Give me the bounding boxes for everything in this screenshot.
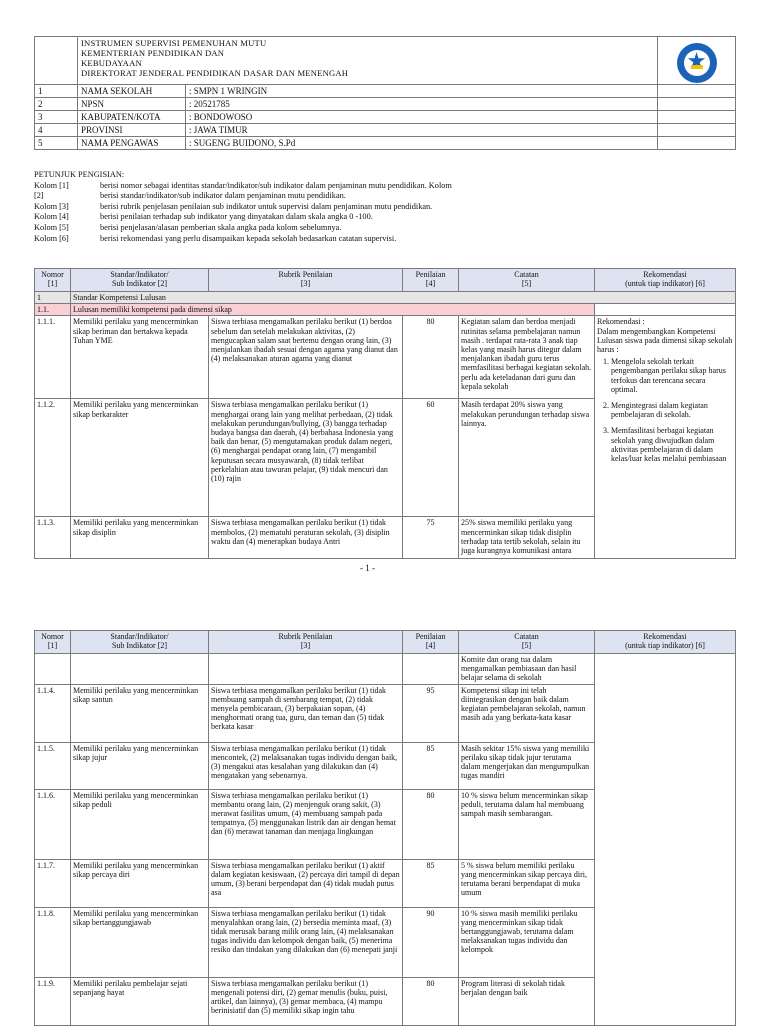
- section-row-indicator: 1.1. Lulusan memiliki kompetensi pada dimensi sikap: [35, 304, 736, 316]
- logo-cell: [658, 37, 736, 85]
- identity-row-regency: 3 KABUPATEN/KOTA : BONDOWOSO: [35, 111, 736, 124]
- col-header-score: Penilaian [4]: [403, 631, 459, 654]
- col-header-indicator: Standar/Indikator/ Sub Indikator [2]: [71, 269, 209, 292]
- col-header-recommendation: Rekomendasi (untuk tiap indikator) [6]: [595, 631, 736, 654]
- instruction-item: Kolom [1] berisi nomor sebagai identitas standar/indikator/sub indikator dalam penjaminan mutu pendidikan. Kolom: [34, 180, 452, 190]
- table-row: 1.1.8. Memiliki perilaku yang mencerminkan sikap bertanggungjawab Siswa terbiasa mengamalkan perilaku berikut (1) tidak menyalahkan orang lain, (2) bersedia meminta maaf, (3) tidak merusak barang milik orang lain, (4) melaksanakan tugas individu dan kelompok dengan baik, (5) menerima resiko dan tindakan yang dilakukan dan (6) menepati janji 90 10 % siswa masih memiliki perilaku yang mencerminkan sikap tidak bertanggungjawab, terutama dalam melaksanakan tugas individu dan kelompok: [35, 907, 736, 977]
- col-header-note: Catatan [5]: [459, 269, 595, 292]
- supervision-table-page-1: [34, 268, 736, 559]
- table-row: 1.1.6. Memiliki perilaku yang mencerminkan sikap peduli Siswa terbiasa mengamalkan perilaku berikut (1) membantu orang lain, (2) menjenguk orang sakit, (3) merawat fasilitas umum, (4) membuang sampah pada tempatnya, (5) menggunakan listrik dan air dengan hemat dan (6) merawat tanaman dan menjaga lingkungan 80 10 % siswa belum mencerminkan sikap peduli, terutama dalam hal membuang sampah masih sembarangan.: [35, 789, 736, 859]
- col-header-rubric: Rubrik Penilaian [3]: [209, 269, 403, 292]
- table-row: 1.1.7. Memiliki perilaku yang mencerminkan sikap percaya diri Siswa terbiasa mengamalkan perilaku berikut (1) aktif dalam kegiatan kesiswaan, (2) percaya diri tampil di depan umum, (3) berani berpendapat dan (4) tidak mudah putus asa 85 5 % siswa belum memiliki perilaku yang mencerminkan sikap percaya diri, terutama berani berpendapat di muka umum: [35, 859, 736, 907]
- col-header-number: Nomor [1]: [35, 269, 71, 292]
- col-header-score: Penilaian [4]: [403, 269, 459, 292]
- identity-row-supervisor: 5 NAMA PENGAWAS : SUGENG BUIDONO, S.Pd: [35, 137, 736, 150]
- col-header-note: Catatan [5]: [459, 631, 595, 654]
- table-header-row: [35, 631, 736, 654]
- table-row: 1.1.5. Memiliki perilaku yang mencerminkan sikap jujur Siswa terbiasa mengamalkan perilaku berikut (1) tidak mencontek, (2) melaksanakan tugas individu dengan baik, (3) mengakui atas kesalahan yang dilakukan dan (4) mengatakan yang sebenarnya. 85 Masih sekitar 15% siswa yang memiliki perilaku sikap tidak jujur terutama dalam mengerjakan dan mengumpulkan tugas mandiri: [35, 742, 736, 789]
- recommendation-cell-empty: [595, 654, 736, 1026]
- instruction-item: [2] berisi standar/indikator/sub indikator dalam penjaminan mutu pendidikan.: [34, 191, 346, 201]
- table-row: 1.1.3. Memiliki perilaku yang mencerminkan sikap disiplin Siswa terbiasa mengamalkan perilaku berikut (1) tidak membolos, (2) mematuhi peraturan sekolah, (3) disiplin waktu dan (4) menerapkan budaya Antri 75 25% siswa memiliki perilaku yang mencerminkan sikap tidak disiplin terhadap tata tertib sekolah, selain itu juga kurangnya komunikasi antara: [35, 517, 736, 559]
- supervision-table-page-2: [34, 630, 736, 1026]
- page-number: - 1 -: [360, 563, 375, 573]
- table-row: 1.1.1. Memiliki perilaku yang mencerminkan sikap beriman dan bertakwa kepada Tuhan YME Siswa terbiasa mengamalkan perilaku berikut (1) berdoa sebelum dan setelah melakukan aktivitas, (2) mengucapkan salam saat bertemu dengan orang lain, (3) menjalankan ibadah sesuai dengan agama yang dianut dan (4) melaksanakan aturan agama yang dianut 80 Kegiatan salam dan berdoa menjadi rutinitas selama pembelajaran namun masih . terdapat rata-rata 3 anak tiap kelas yang masih harus ditegur dalam menjalankan ibadah guru terus memfasilitasi berbagai kegiatan sekolah. perlu ada keteladanan dari guru dan kepala sekolah Rekomendasi : Dalam mengembangkan Kompetensi Lulusan siswa pada dimensi sikap sekolah harus : 1. Mengelola sekolah terkait pengembangan perilaku sikap harus terfokus dan terencana secara optimal. 2. Mengintegrasi dalam kegiatan pembelajaran di sekolah. 3. Memfasilitasi berbagai kegiatan sekolah yang diwujudkan dalam aktivitas pembelajaran di dalam kelas/luar kelas melalui pembiasaan: [35, 316, 736, 399]
- instruction-item: Kolom [6] berisi rekomendasi yang perlu disampaikan kepada sekolah bedasarkan catatan supervisi.: [34, 233, 397, 243]
- continuation-row: Komite dan orang tua dalam mengamalkan pembiasaan dan hasil belajar selama di sekolah: [35, 654, 736, 685]
- identity-row-province: 4 PROVINSI : JAWA TIMUR: [35, 124, 736, 137]
- instruction-item: Kolom [5] berisi penjelasan/alasan pemberian skala angka pada kolom sebelumnya.: [34, 222, 342, 232]
- identity-row-npsn: 2 NPSN : 20521785: [35, 98, 736, 111]
- section-row-standard: 1 Standar Kompetensi Lulusan: [35, 292, 736, 304]
- instructions-heading: PETUNJUK PENGISIAN:: [34, 170, 125, 179]
- col-header-indicator: Standar/Indikator/ Sub Indikator [2]: [71, 631, 209, 654]
- col-header-number: Nomor [1]: [35, 631, 71, 654]
- school-identity-table: [34, 36, 736, 150]
- recommendation-cell: Rekomendasi : Dalam mengembangkan Kompetensi Lulusan siswa pada dimensi sikap sekolah harus : 1. Mengelola sekolah terkait pengembangan perilaku sikap harus terfokus dan terencana secara optimal. 2. Mengintegrasi dalam kegiatan pembelajaran di sekolah. 3. Memfasilitasi berbagai kegiatan sekolah yang diwujudkan dalam aktivitas pembelajaran di dalam kelas/luar kelas melalui pembiasaan: [595, 316, 736, 559]
- table-header-row: [35, 269, 736, 292]
- table-row: 1.1.2. Memiliki perilaku yang mencerminkan sikap berkarakter Siswa terbiasa mengamalkan perilaku berikut (1) menghargai orang lain yang melihat perbedaan, (2) tidak melakukan perundungan/bullying, (3) bangga terhadap budaya bangsa dan daerah, (4) berbahasa Indonesia yang baik dan benar, (5) mengutamakan produk dalam negeri, (6) menghargai pendapat orang lain, (7) mengambil keputusan secara musyawarah, (8) tidak terlibat perkelahian atau tawuran pelajar, (9) tidak mencuri dan (10) rajin 60 Masih terdapat 20% siswa yang melakukan perundungan terhadap siswa lainnya.: [35, 399, 736, 517]
- table-row: 1.1.9. Memiliki perilaku pembelajar sejati sepanjang hayat Siswa terbiasa mengamalkan perilaku berikut (1) mengenali potensi diri, (2) gemar menulis (buku, puisi, artikel, dan lainnya), (3) gemar membaca, (4) mampu berinisiatif dan (5) memiliki sikap ingin tahu 80 Program literasi di sekolah tidak berjalan dengan baik: [35, 977, 736, 1025]
- tut-wuri-handayani-logo-icon: [677, 43, 717, 83]
- table-row: 1.1.4. Memiliki perilaku yang mencerminkan sikap santun Siswa terbiasa mengamalkan perilaku berikut (1) tidak membuang sampah di sembarang tempat, (2) tidak menyela pembicaraan, (3) berpakaian sopan, (4) menghormati orang tua, guru, dan teman dan (5) tidak berkata kasar 95 Kompetensi sikap ini telah diintegrasikan dengan baik dalam kegiatan pembelajaran sekolah, namun masih ada yang berkata-kata kasar: [35, 684, 736, 742]
- instruction-item: Kolom [3] berisi rubrik penjelasan penilaian sub indikator untuk supervisi dalam penjaminan mutu pendidikan.: [34, 201, 433, 211]
- instrument-title: INSTRUMEN SUPERVISI PEMENUHAN MUTU KEMENTERIAN PENDIDIKAN DAN KEBUDAYAAN DIREKTORAT JENDERAL PENDIDIKAN DASAR DAN MENENGAH: [78, 37, 658, 85]
- col-header-rubric: Rubrik Penilaian [3]: [209, 631, 403, 654]
- filling-instructions: [34, 170, 739, 244]
- col-header-recommendation: Rekomendasi (untuk tiap indikator) [6]: [595, 269, 736, 292]
- identity-row-school: 1 NAMA SEKOLAH : SMPN 1 WRINGIN: [35, 85, 736, 98]
- instruction-item: Kolom [4] berisi penilaian terhadap sub indikator yang dinyatakan dalam skala angka 0 -100.: [34, 212, 373, 222]
